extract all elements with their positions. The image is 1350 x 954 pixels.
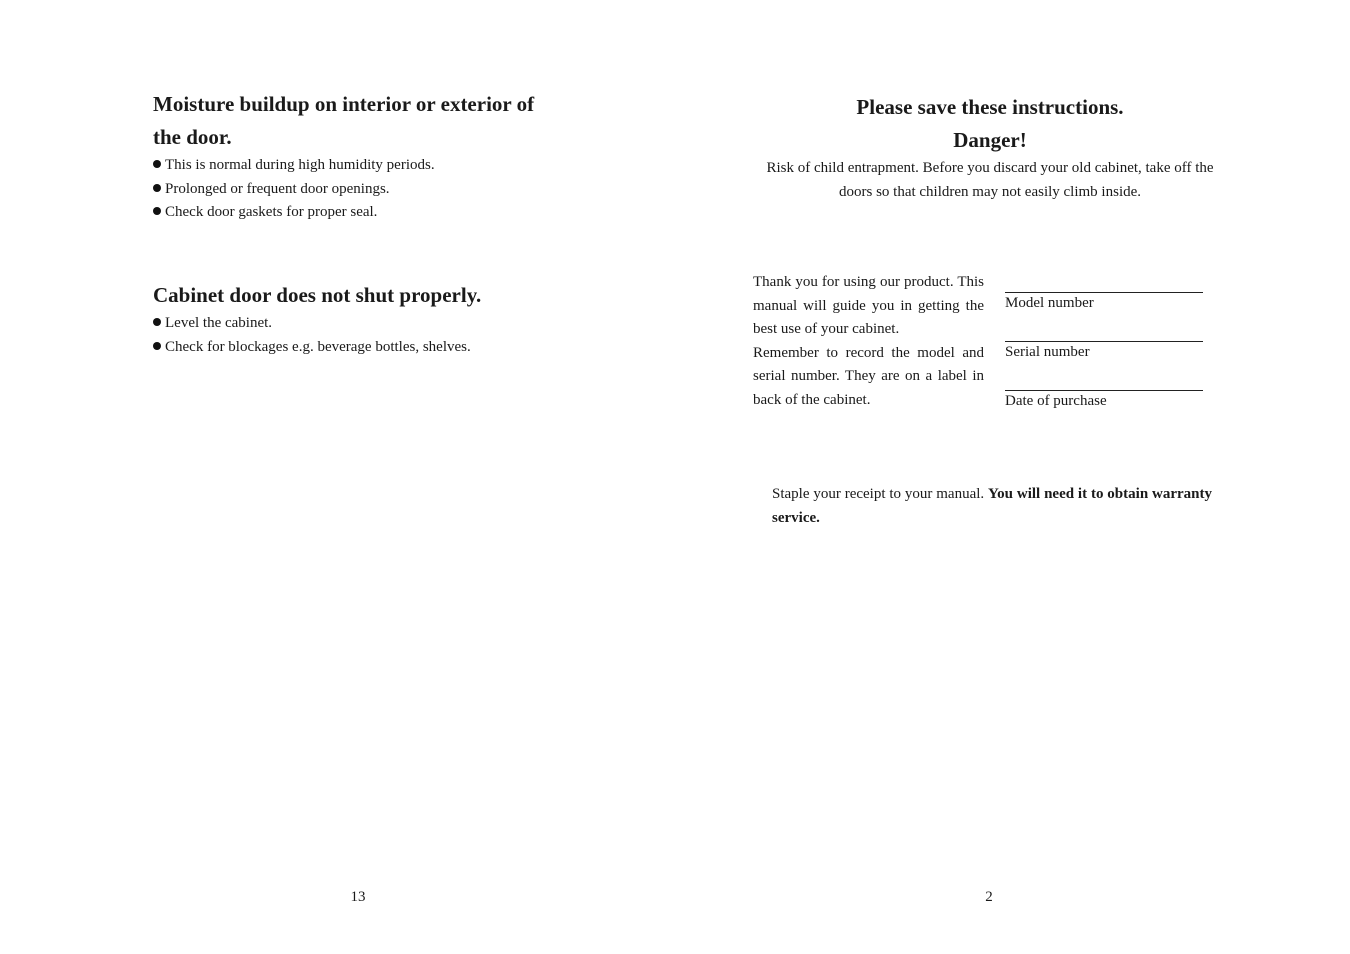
list-item: Check door gaskets for proper seal. [153, 201, 583, 225]
purchase-date-label: Date of purchase [1005, 393, 1107, 409]
section-title-moisture: Moisture buildup on interior or exterior of the door. [153, 92, 535, 149]
list-item: Level the cabinet. [153, 312, 583, 336]
serial-number-label: Serial number [1005, 344, 1090, 360]
section-title-door-shut: Cabinet door does not shut properly. [153, 283, 482, 307]
serial-number-field [1005, 341, 1203, 362]
warranty-note: You will need it to obtain warranty service. [772, 486, 1213, 526]
section-moisture [153, 88, 583, 225]
staple-receipt-note [772, 483, 1212, 530]
section-door-shut [153, 279, 583, 359]
list-item: Prolonged or frequent door openings. [153, 178, 583, 202]
thanks-paragraph: Thank you for using our product. This manual will guide you in getting the best use of your cabinet. [753, 274, 984, 337]
right-page [675, 0, 1350, 954]
page-number-right: 2 [985, 889, 993, 905]
bullet-icon [153, 342, 161, 350]
model-number-field [1005, 292, 1203, 313]
intro-text [753, 271, 984, 412]
danger-title: Danger! [953, 128, 1027, 152]
moisture-list [153, 154, 583, 225]
list-item: Check for blockages e.g. beverage bottles, shelves. [153, 336, 583, 360]
bullet-icon [153, 207, 161, 215]
model-number-label: Model number [1005, 295, 1094, 311]
door-shut-list [153, 312, 583, 359]
bullet-icon [153, 160, 161, 168]
save-instructions-title: Please save these instructions. [856, 95, 1124, 119]
page-number-left: 13 [350, 889, 366, 905]
danger-text: Risk of child entrapment. Before you discard your old cabinet, take off the doors so that children may not easily climb inside. [766, 160, 1214, 200]
bullet-icon [153, 184, 161, 192]
bullet-icon [153, 318, 161, 326]
purchase-date-field [1005, 390, 1203, 411]
record-paragraph: Remember to record the model and serial number. They are on a label in back of the cabinet. [753, 344, 984, 408]
list-item: This is normal during high humidity periods. [153, 154, 583, 178]
staple-text: Staple your receipt to your manual. [772, 486, 985, 502]
